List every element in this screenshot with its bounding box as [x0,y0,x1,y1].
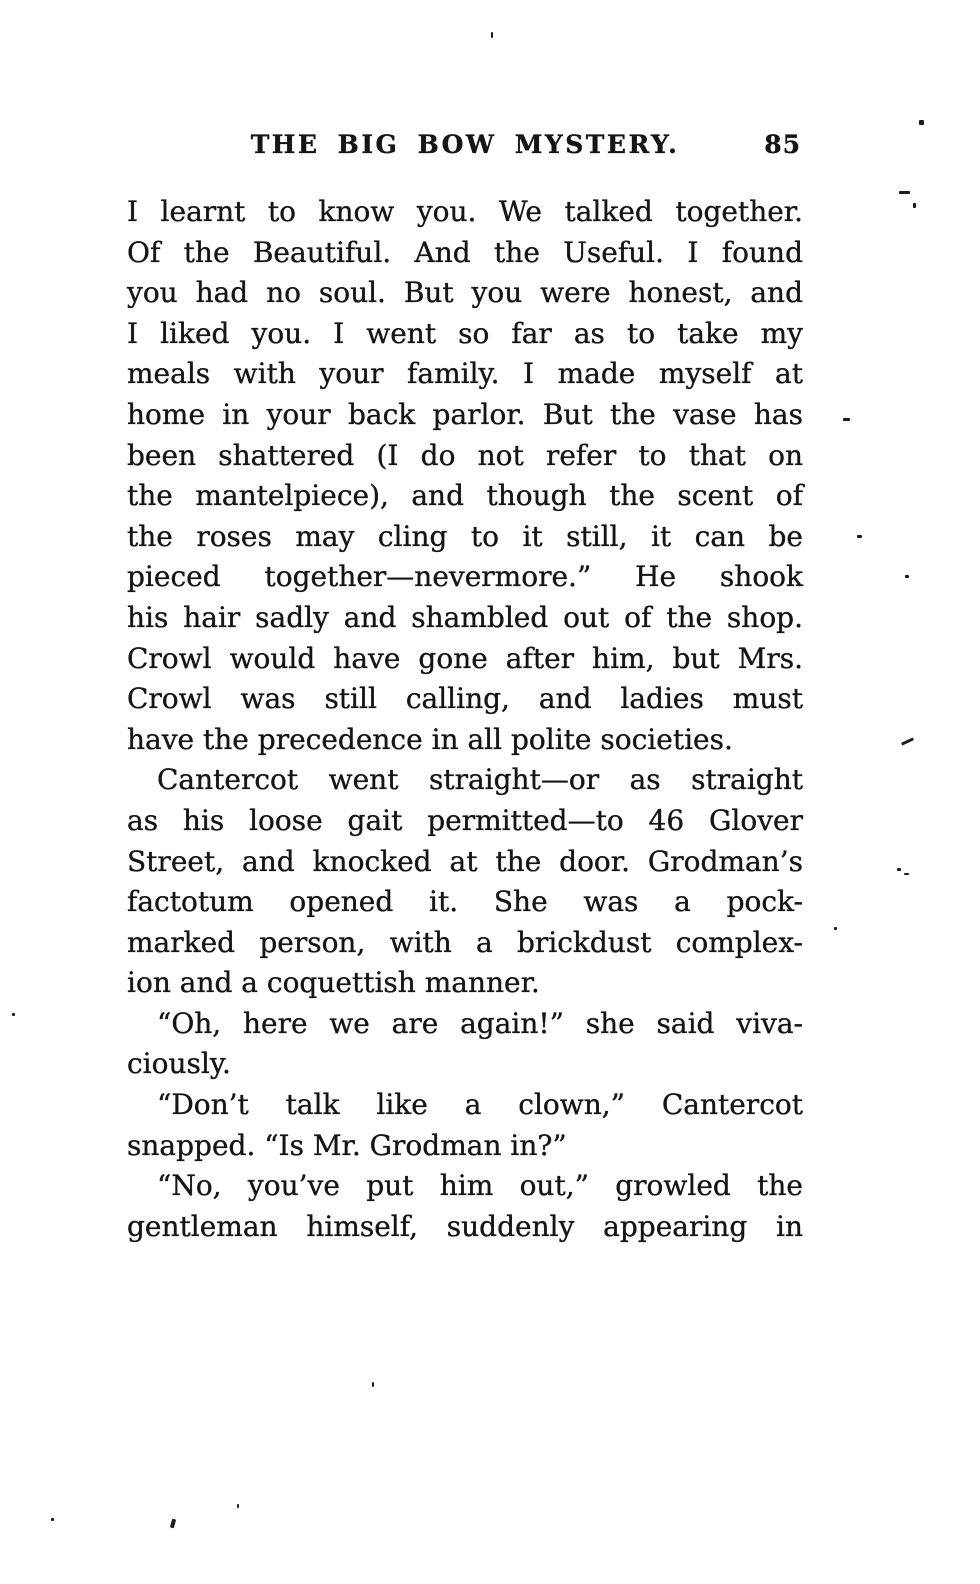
text-line: marked person, with a brickdust complex- [127,925,803,959]
scan-speckle [897,868,901,871]
text-line: “Oh, here we are again!” she said viva- [157,1006,803,1040]
scan-speckle [901,737,914,745]
text-line: you had no soul. But you were honest, and [127,276,803,310]
text-line: have the precedence in all polite societies. [127,722,733,756]
text-line: his hair sadly and shambled out of the shop. [127,600,803,634]
scan-speckle [237,1504,239,1508]
text-line: been shattered (I do not refer to that on [127,438,803,472]
text-line: I liked you. I went so far as to take my [127,316,803,350]
paragraph [127,192,803,760]
text-line: home in your back parlor. But the vase has [127,397,803,431]
text-line: I learnt to know you. We talked together. [127,195,803,228]
text-line: snapped. “Is Mr. Grodman in?” [127,1128,567,1162]
text-line: Cantercot went straight—or as straight [157,763,803,797]
paragraph [127,1166,803,1247]
text-line: the roses may cling to it still, it can be [127,519,803,553]
text-line: pieced together—nevermore.” He shook [127,560,803,594]
paragraph [127,1085,803,1166]
text-line: as his loose gait permitted—to 46 Glover [127,803,803,837]
text-line: gentleman himself, suddenly appearing in [127,1209,803,1243]
page-body-text [127,192,803,1247]
paragraph [127,1004,803,1085]
text-line: “Don’t talk like a clown,” Cantercot [157,1088,803,1122]
scan-speckle [899,191,910,194]
scan-speckle [919,120,924,125]
text-line: meals with your family. I made myself at [127,357,803,391]
text-line: “No, you’ve put him out,” growled the [157,1169,803,1203]
running-head-title: THE BIG BOW MYSTERY. [250,130,680,159]
text-line: factotum opened it. She was a pock- [127,885,803,919]
text-line: Of the Beautiful. And the Useful. I found [127,235,803,269]
scan-speckle [12,1013,15,1016]
paragraph [127,760,803,1004]
running-head [127,128,803,162]
scan-speckle [170,1519,176,1529]
scan-speckle [491,32,493,38]
scan-speckle [51,1518,54,1521]
scan-speckle [834,927,837,930]
scan-speckle [904,873,909,875]
text-line: Crowl was still calling, and ladies must [127,682,803,716]
scan-speckle [905,575,909,578]
text-line: ion and a coquettish manner. [127,966,540,1000]
scan-speckle [913,203,916,208]
text-line: Crowl would have gone after him, but Mrs. [127,641,803,675]
scan-speckle [857,535,862,538]
scan-speckle [372,1382,374,1387]
page-number: 85 [764,130,801,159]
scan-speckle [843,418,850,421]
text-line: Street, and knocked at the door. Grodman’s [127,844,803,878]
text-line: ciously. [127,1047,231,1081]
text-line: the mantelpiece), and though the scent of [127,479,803,513]
